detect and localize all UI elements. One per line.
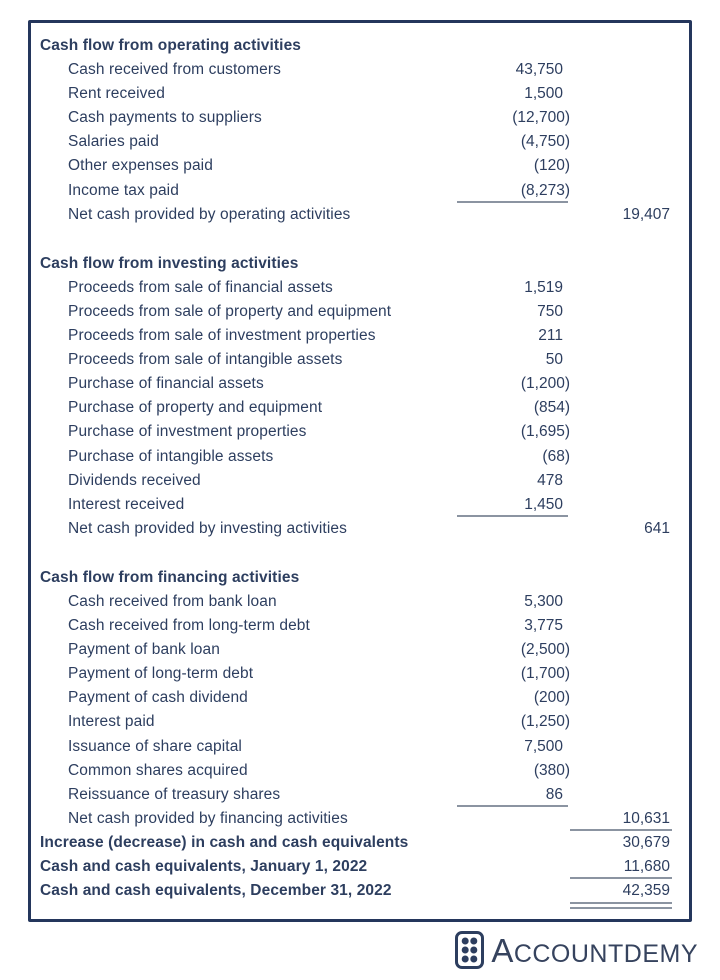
amount-col1: 3,775 [524, 617, 563, 635]
section-title: Cash flow from operating activities [40, 37, 302, 54]
row-label: Cash and cash equivalents, December 31, 2022 [40, 882, 392, 900]
amount-col1: 478 [537, 471, 563, 489]
amount-col1: 5,300 [524, 592, 563, 610]
row-label: Cash received from customers [68, 61, 281, 79]
total-row [40, 879, 672, 903]
amount-col1: 7,500 [524, 737, 563, 755]
row-label: Net cash provided by operating activities [68, 205, 351, 223]
row-label: Purchase of financial assets [68, 375, 264, 393]
row-label: Proceeds from sale of property and equipment [68, 302, 392, 320]
row-label: Income tax paid [68, 181, 179, 199]
row-label: Rent received [68, 85, 165, 103]
amount-col2 [570, 276, 672, 300]
statement-row [40, 614, 672, 638]
section-title-row [40, 566, 672, 590]
amount-col1: (1,695) [520, 423, 570, 441]
statement-section [40, 252, 672, 541]
row-label: Reissuance of treasury shares [68, 785, 281, 803]
statement-section [40, 566, 672, 831]
total-row [40, 831, 672, 855]
total-row [40, 855, 672, 879]
amount-col2 [570, 324, 672, 348]
statement-row [40, 324, 672, 348]
amount-col2 [570, 759, 672, 783]
amount-col2: 11,680 [570, 855, 672, 879]
amount-col1: 86 [455, 783, 570, 807]
amount-col2 [570, 614, 672, 638]
statement-row [40, 807, 672, 831]
row-label: Common shares acquired [68, 761, 248, 779]
statement-row [40, 154, 672, 178]
amount-col1: (1,700) [520, 665, 570, 683]
amount-col2 [570, 252, 672, 276]
statement-row [40, 445, 672, 469]
amount-col2 [570, 566, 672, 590]
statement-row [40, 420, 672, 444]
amount-col1: 1,519 [524, 278, 563, 296]
amount-col1 [455, 517, 570, 541]
amount-col2 [570, 300, 672, 324]
amount-col2 [570, 469, 672, 493]
amount-col2 [570, 372, 672, 396]
amount-col1 [455, 34, 570, 58]
row-label: Interest received [68, 495, 185, 513]
amount-col2 [570, 154, 672, 178]
brand-logo [455, 931, 698, 974]
statement-row [40, 372, 672, 396]
row-label: Net cash provided by investing activities [68, 519, 347, 537]
row-label: Net cash provided by financing activities [68, 809, 348, 827]
amount-col2 [570, 58, 672, 82]
amount-col1 [455, 879, 570, 903]
row-label: Cash received from long-term debt [68, 617, 310, 635]
amount-col2 [570, 590, 672, 614]
row-label: Purchase of intangible assets [68, 447, 274, 465]
statement-row [40, 396, 672, 420]
amount-col1 [455, 252, 570, 276]
amount-col2: 641 [644, 519, 670, 537]
amount-col1: (1,200) [520, 375, 570, 393]
section-title-row [40, 34, 672, 58]
row-label: Issuance of share capital [68, 737, 242, 755]
statement-row [40, 662, 672, 686]
amount-col1: (12,700) [512, 109, 570, 127]
amount-col2 [570, 493, 672, 517]
amount-col2 [570, 348, 672, 372]
statement-row [40, 638, 672, 662]
statement-row [40, 58, 672, 82]
section-title: Cash flow from financing activities [40, 568, 300, 586]
amount-col2: 42,359 [570, 879, 672, 903]
row-label: Cash and cash equivalents, January 1, 2022 [40, 858, 368, 875]
statement-row [40, 203, 672, 227]
amount-col1 [455, 203, 570, 227]
row-label: Proceeds from sale of intangible assets [68, 351, 343, 369]
amount-col1: (2,500) [520, 641, 570, 659]
row-label: Increase (decrease) in cash and cash equivalents [40, 833, 409, 851]
amount-col1 [455, 855, 570, 879]
amount-col2: 30,679 [622, 833, 670, 851]
statement-row [40, 590, 672, 614]
amount-col2 [570, 179, 672, 203]
amount-col2 [570, 396, 672, 420]
row-label: Purchase of property and equipment [68, 399, 323, 417]
amount-col1: (4,750) [520, 133, 570, 151]
row-label: Payment of long-term debt [68, 665, 254, 683]
statement-row [40, 179, 672, 203]
row-label: Interest paid [68, 713, 155, 731]
amount-col1: (854) [533, 399, 570, 417]
amount-col1: 1,450 [455, 493, 570, 517]
statement-section [40, 34, 672, 227]
row-label: Dividends received [68, 471, 201, 489]
statement-row [40, 710, 672, 734]
amount-col2: 19,407 [622, 205, 670, 223]
amount-col1 [455, 831, 570, 855]
row-label: Other expenses paid [68, 157, 213, 175]
amount-col1: (120) [533, 157, 570, 175]
amount-col1: (380) [533, 761, 570, 779]
brand-name: ACCOUNTDEMY [491, 932, 698, 969]
amount-col1: 750 [537, 302, 563, 320]
amount-col2 [570, 686, 672, 710]
amount-col1 [455, 566, 570, 590]
amount-col2 [570, 783, 672, 807]
abacus-beads-icon [455, 931, 484, 974]
row-label: Cash received from bank loan [68, 592, 277, 610]
amount-col2 [570, 710, 672, 734]
amount-col1: 50 [545, 351, 563, 369]
amount-col1: (68) [542, 447, 570, 465]
amount-col2 [570, 82, 672, 106]
row-label: Salaries paid [68, 133, 159, 151]
amount-col2 [570, 638, 672, 662]
amount-col2 [570, 106, 672, 130]
statement-row [40, 759, 672, 783]
section-title-row [40, 252, 672, 276]
amount-col2 [570, 735, 672, 759]
row-label: Proceeds from sale of investment properties [68, 327, 376, 345]
amount-col1: (1,250) [520, 713, 570, 731]
amount-col1: 1,500 [524, 85, 563, 103]
amount-col1: (8,273) [455, 179, 570, 203]
amount-col1 [455, 807, 570, 831]
statement-row [40, 686, 672, 710]
statement-row [40, 517, 672, 541]
statement-row [40, 300, 672, 324]
statement-row [40, 493, 672, 517]
row-label: Cash payments to suppliers [68, 109, 262, 127]
statement-row [40, 106, 672, 130]
amount-col1: 43,750 [515, 61, 563, 79]
amount-col2 [570, 34, 672, 58]
statement-row [40, 348, 672, 372]
amount-col2: 10,631 [570, 807, 672, 831]
statement-row [40, 82, 672, 106]
section-title: Cash flow from investing activities [40, 254, 299, 272]
amount-col1: 211 [538, 327, 563, 345]
statement-row [40, 276, 672, 300]
row-label: Payment of bank loan [68, 641, 220, 659]
amount-col2 [570, 420, 672, 444]
row-label: Payment of cash dividend [68, 689, 248, 707]
row-label: Proceeds from sale of financial assets [68, 278, 333, 296]
row-label: Purchase of investment properties [68, 423, 307, 441]
amount-col1: (200) [533, 689, 570, 707]
statement-row [40, 783, 672, 807]
cash-flow-statement [28, 20, 692, 922]
amount-col2 [570, 130, 672, 154]
amount-col2 [570, 662, 672, 686]
amount-col2 [570, 445, 672, 469]
statement-row [40, 130, 672, 154]
statement-row [40, 735, 672, 759]
statement-row [40, 469, 672, 493]
